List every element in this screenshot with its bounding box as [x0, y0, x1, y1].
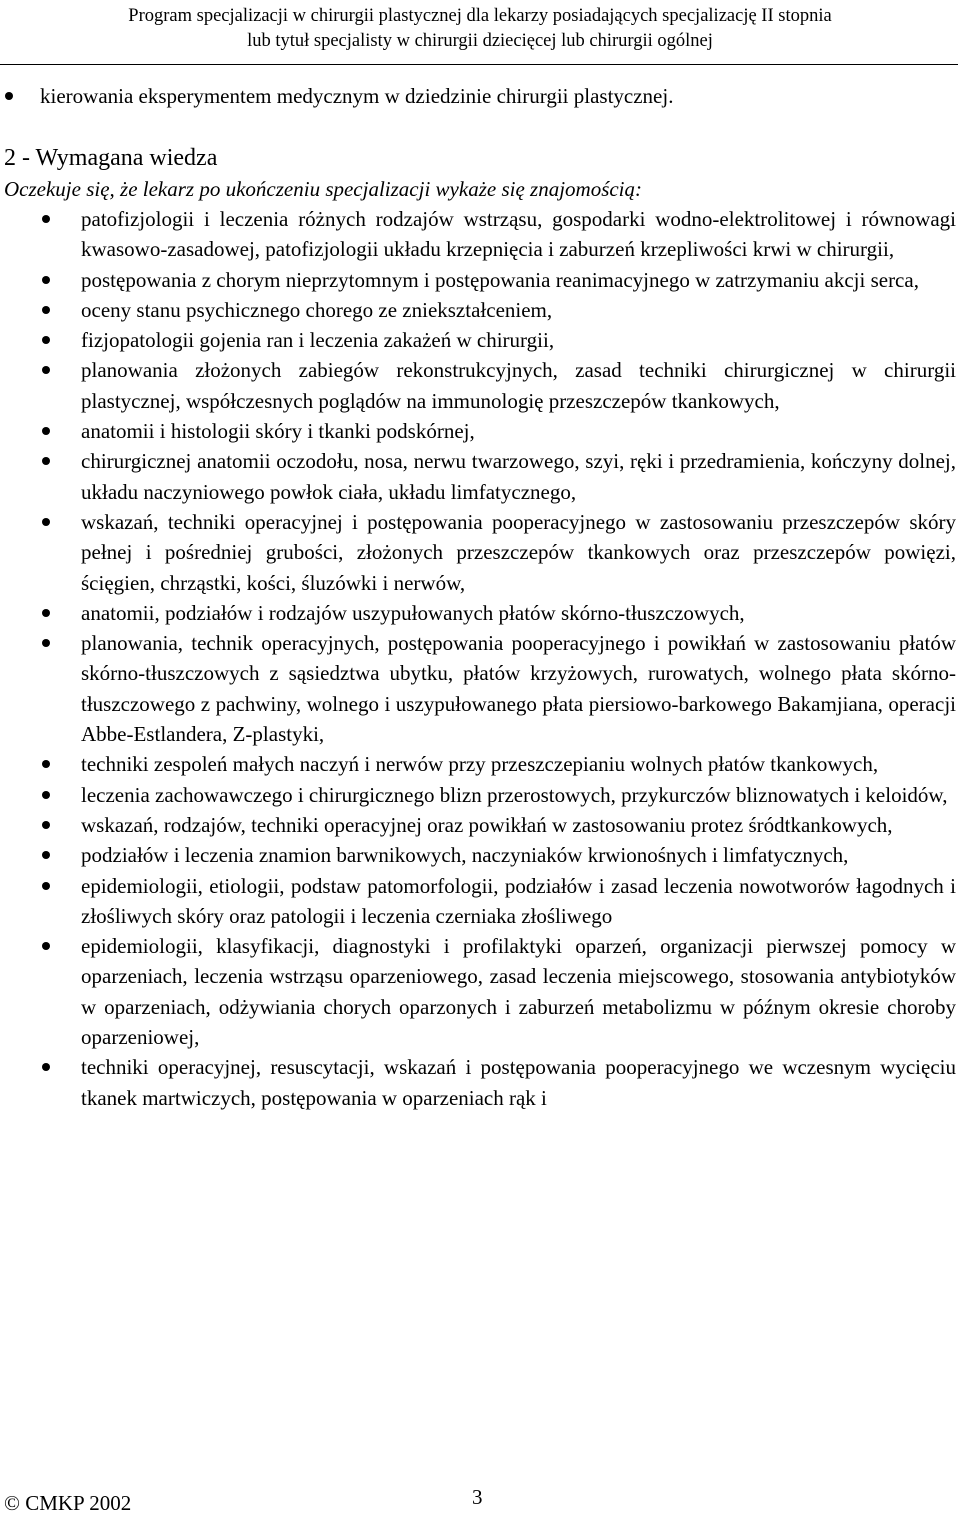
section-heading: 2 - Wymagana wiedza [4, 145, 218, 171]
bullet-icon [42, 1063, 50, 1071]
list-item [0, 204, 956, 265]
list-item [0, 598, 956, 628]
list-item [0, 840, 956, 870]
list-item-text: planowania, technik operacyjnych, postępowania pooperacyjnego i powikłań w zastosowaniu płatów skórno-tłuszczowych z sąsiedztwa ubytku, płatów krzyżowych, rurowatych, wolnego płata skórno-tłuszczowego z pachwiny, wolnego i uszypułowanego płata piersiowo-barkowego Bakamjiana, operacji Abbe-Estlandera, Z-plastyki, [81, 631, 956, 747]
list-item [0, 628, 956, 749]
list-item-text: anatomii i histologii skóry i tkanki podskórnej, [81, 419, 475, 444]
header-divider [0, 64, 958, 65]
continued-list [0, 81, 960, 111]
list-item [0, 749, 956, 779]
list-item [0, 265, 956, 295]
bullet-icon [42, 791, 50, 799]
list-item-text: anatomii, podziałów i rodzajów uszypułowanych płatów skórno-tłuszczowych, [81, 600, 745, 625]
list-item-text: epidemiologii, klasyfikacji, diagnostyki i profilaktyki oparzeń, organizacji pierwszej pomocy w oparzeniach, leczenia wstrząsu oparzeniowego, zasad leczenia miejscowego, stosowania antybiotyków w oparzeniach, odżywiania chorych oparzonych i zaburzeń metabolizmu w późnym okresie choroby oparzeniowej, [81, 934, 956, 1050]
list-item [0, 295, 956, 325]
list-item-text: oceny stanu psychicznego chorego ze zniekształceniem, [81, 297, 553, 322]
bullet-icon [42, 366, 50, 374]
list-item-text: chirurgicznej anatomii oczodołu, nosa, nerwu twarzowego, szyi, ręki i przedramienia, kończyny dolnej, układu naczyniowego powłok ciała, układu limfatycznego, [81, 449, 956, 504]
bullet-icon [42, 609, 50, 617]
bullet-icon [42, 821, 50, 829]
list-item [0, 931, 956, 1052]
list-item-text: epidemiologii, etiologii, podstaw patomorfologii, podziałów i zasad leczenia nowotworów łagodnych i złośliwych skóry oraz patologii i leczenia czerniaka złośliwego [81, 873, 956, 928]
list-item-text: techniki operacyjnej, resuscytacji, wskazań i postępowania pooperacyjnego we wczesnym wycięciu tkanek martwiczych, postępowania w oparzeniach rąk i [81, 1055, 956, 1110]
list-item-text: planowania złożonych zabiegów rekonstrukcyjnych, zasad techniki chirurgicznej w chirurgii plastycznej, współczesnych poglądów na immunologię przeszczepów tkankowych, [81, 358, 956, 413]
list-item [0, 81, 960, 111]
bullet-icon [42, 851, 50, 859]
list-item [0, 1052, 956, 1113]
list-item-text: wskazań, techniki operacyjnej i postępowania pooperacyjnego w zastosowaniu przeszczepów skóry pełnej i pośredniej grubości, złożonych przeszczepów tkankowych oraz przeszczepów powięzi, ścięgien, chrząstki, kości, śluzówki i nerwów, [81, 509, 956, 595]
header-line-2: lub tytuł specjalisty w chirurgii dziecięcej lub chirurgii ogólnej [247, 31, 713, 51]
bullet-icon [42, 760, 50, 768]
list-item-text: wskazań, rodzajów, techniki operacyjnej oraz powikłań w zastosowaniu protez śródtkankowych, [81, 812, 893, 837]
list-item [0, 507, 956, 598]
list-item [0, 355, 956, 416]
list-item-text: leczenia zachowawczego i chirurgicznego blizn przerostowych, przykurczów bliznowatych i keloidów, [81, 782, 948, 807]
bullet-icon [42, 639, 50, 647]
required-knowledge-list [0, 204, 956, 1113]
list-item-text: podziałów i leczenia znamion barwnikowych, naczyniaków krwionośnych i limfatycznych, [81, 843, 849, 868]
footer-copyright: © CMKP 2002 [4, 1491, 132, 1515]
header-line-1: Program specjalizacji w chirurgii plastycznej dla lekarzy posiadających specjalizację II stopnia [128, 6, 832, 26]
bullet-icon [42, 518, 50, 526]
bullet-icon [42, 336, 50, 344]
list-item [0, 446, 956, 507]
list-item [0, 780, 956, 810]
bullet-icon [42, 276, 50, 284]
bullet-icon [42, 427, 50, 435]
bullet-icon [42, 942, 50, 950]
bullet-icon [42, 215, 50, 223]
list-item-text: postępowania z chorym nieprzytomnym i postępowania reanimacyjnego w zatrzymaniu akcji serca, [81, 267, 919, 292]
list-item-text: fizjopatologii gojenia ran i leczenia zakażeń w chirurgii, [81, 328, 555, 353]
list-item [0, 416, 956, 446]
list-item-text: techniki zespoleń małych naczyń i nerwów przy przeszczepianiu wolnych płatów tkankowych, [81, 752, 879, 777]
section-intro: Oczekuje się, że lekarz po ukończeniu specjalizacji wykaże się znajomością: [4, 177, 643, 201]
bullet-icon [5, 92, 13, 100]
list-item [0, 810, 956, 840]
list-item-text: kierowania eksperymentem medycznym w dziedzinie chirurgii plastycznej. [40, 84, 674, 108]
page-number: 3 [472, 1485, 483, 1509]
bullet-icon [42, 306, 50, 314]
page-header [0, 4, 960, 54]
bullet-icon [42, 882, 50, 890]
bullet-icon [42, 457, 50, 465]
list-item-text: patofizjologii i leczenia różnych rodzajów wstrząsu, gospodarki wodno-elektrolitowej i równowagi kwasowo-zasadowej, patofizjologii układu krzepnięcia i zaburzeń krzepliwości krwi w chirurgii, [81, 207, 956, 262]
list-item [0, 325, 956, 355]
list-item [0, 871, 956, 932]
